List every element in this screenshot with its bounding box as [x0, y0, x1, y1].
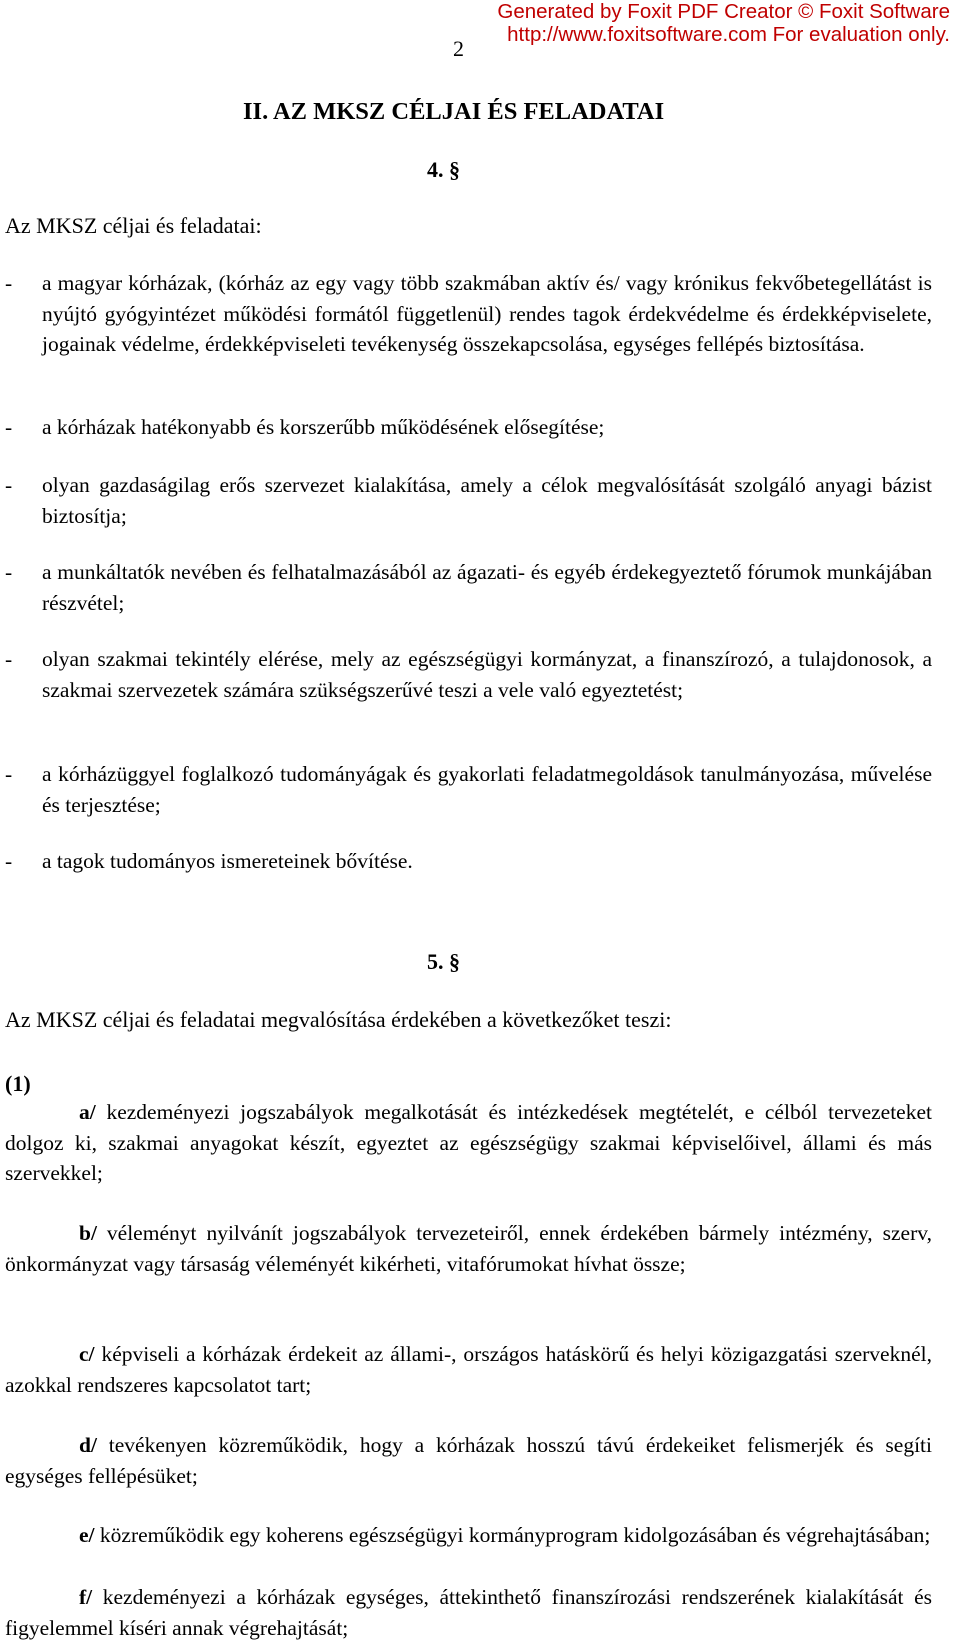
paragraph-label: c/	[79, 1342, 95, 1366]
paragraph-e	[5, 1520, 932, 1551]
page-number: 2	[453, 36, 464, 61]
paragraph-label: f/	[79, 1585, 93, 1609]
paragraph-text: véleményt nyilvánít jogszabályok tervezeteiről, ennek érdekében bármely intézmény, szerv, önkormányzat vagy társaság véleményét kikérheti, vitafórumokat hívhat össze;	[5, 1221, 932, 1276]
list-item-text: olyan gazdaságilag erős szervezet kialakítása, amely a célok megvalósítását szolgáló anyagi bázist biztosítja;	[42, 473, 932, 528]
paragraph-b	[5, 1218, 932, 1279]
list-item-text: olyan szakmai tekintély elérése, mely az egészségügyi kormányzat, a finanszírozó, a tulajdonosok, a szakmai szervezetek számára szükségszerűvé teszi a vele való egyeztetést;	[42, 647, 932, 702]
paragraph-label: e/	[79, 1523, 95, 1547]
watermark-line-1: Generated by Foxit PDF Creator © Foxit Software	[497, 0, 950, 23]
list-item-text: a munkáltatók nevében és felhatalmazásából az ágazati- és egyéb érdekegyeztető fórumok munkájában részvétel;	[42, 560, 932, 615]
list-dash: -	[5, 415, 13, 439]
section-5-intro: Az MKSZ céljai és feladatai megvalósítása érdekében a következőket teszi:	[5, 1007, 672, 1032]
paragraph-d	[5, 1430, 932, 1491]
list-item	[5, 759, 932, 820]
list-dash: -	[5, 647, 13, 671]
list-dash: -	[5, 762, 13, 786]
paragraph-text: képviseli a kórházak érdekeit az állami-, országos hatáskörű és helyi közigazgatási szerveknél, azokkal rendszeres kapcsolatot tart;	[5, 1342, 932, 1397]
list-item	[5, 470, 932, 531]
paragraph-text: kezdeményezi a kórházak egységes, áttekinthető finanszírozási rendszerének kialakítását és figyelemmel kíséri annak végrehajtását;	[5, 1585, 932, 1640]
watermark-line-2: http://www.foxitsoftware.com For evaluation only.	[507, 23, 950, 46]
list-item	[5, 557, 932, 618]
list-item-text: a magyar kórházak, (kórház az egy vagy több szakmában aktív és/ vagy krónikus fekvőbetegellátást is nyújtó gyógyintézet működési formától függetlenül) rendes tagok érdekvédelme és érdekképviselete, jogainak védelme, érdekképviseleti tevékenység összekapcsolása, egységes fellépés biztosítása.	[42, 271, 932, 356]
list-item	[5, 644, 932, 705]
list-item-text: a tagok tudományos ismereteinek bővítése.	[42, 849, 413, 873]
list-item	[5, 846, 932, 877]
section-4-intro: Az MKSZ céljai és feladatai:	[5, 213, 262, 238]
list-item-text: a kórházak hatékonyabb és korszerűbb működésének elősegítése;	[42, 415, 605, 439]
list-item-text: a kórházüggyel foglalkozó tudományágak és gyakorlati feladatmegoldások tanulmányozása, művelése és terjesztése;	[42, 762, 932, 817]
paragraph-label: d/	[79, 1433, 97, 1457]
list-dash: -	[5, 849, 13, 873]
paragraph-f	[5, 1582, 932, 1643]
paragraph-c	[5, 1339, 932, 1400]
paragraph-text: tevékenyen közreműködik, hogy a kórházak hosszú távú érdekeiket felismerjék és segíti egységes fellépésüket;	[5, 1433, 932, 1488]
paragraph-text: közreműködik egy koherens egészségügyi kormányprogram kidolgozásában és végrehajtásában;	[94, 1523, 931, 1547]
chapter-title: II. AZ MKSZ CÉLJAI ÉS FELADATAI	[243, 98, 665, 125]
paragraph-label: b/	[79, 1221, 97, 1245]
section-4-title: 4. §	[427, 157, 460, 182]
list-dash: -	[5, 473, 13, 497]
foxit-watermark	[497, 0, 950, 46]
paragraph-label: a/	[79, 1100, 96, 1124]
list-item	[5, 268, 932, 360]
section-5-title: 5. §	[427, 949, 460, 974]
list-item	[5, 412, 932, 443]
list-dash: -	[5, 271, 13, 295]
subsection-number: (1)	[5, 1071, 31, 1096]
paragraph-a	[5, 1097, 932, 1189]
list-dash: -	[5, 560, 13, 584]
paragraph-text: kezdeményezi jogszabályok megalkotását és intézkedések megtételét, e célból tervezeteket dolgoz ki, szakmai anyagokat készít, egyeztet az egészségügy szakmai képviselőivel, állami és más szervekkel;	[5, 1100, 932, 1185]
